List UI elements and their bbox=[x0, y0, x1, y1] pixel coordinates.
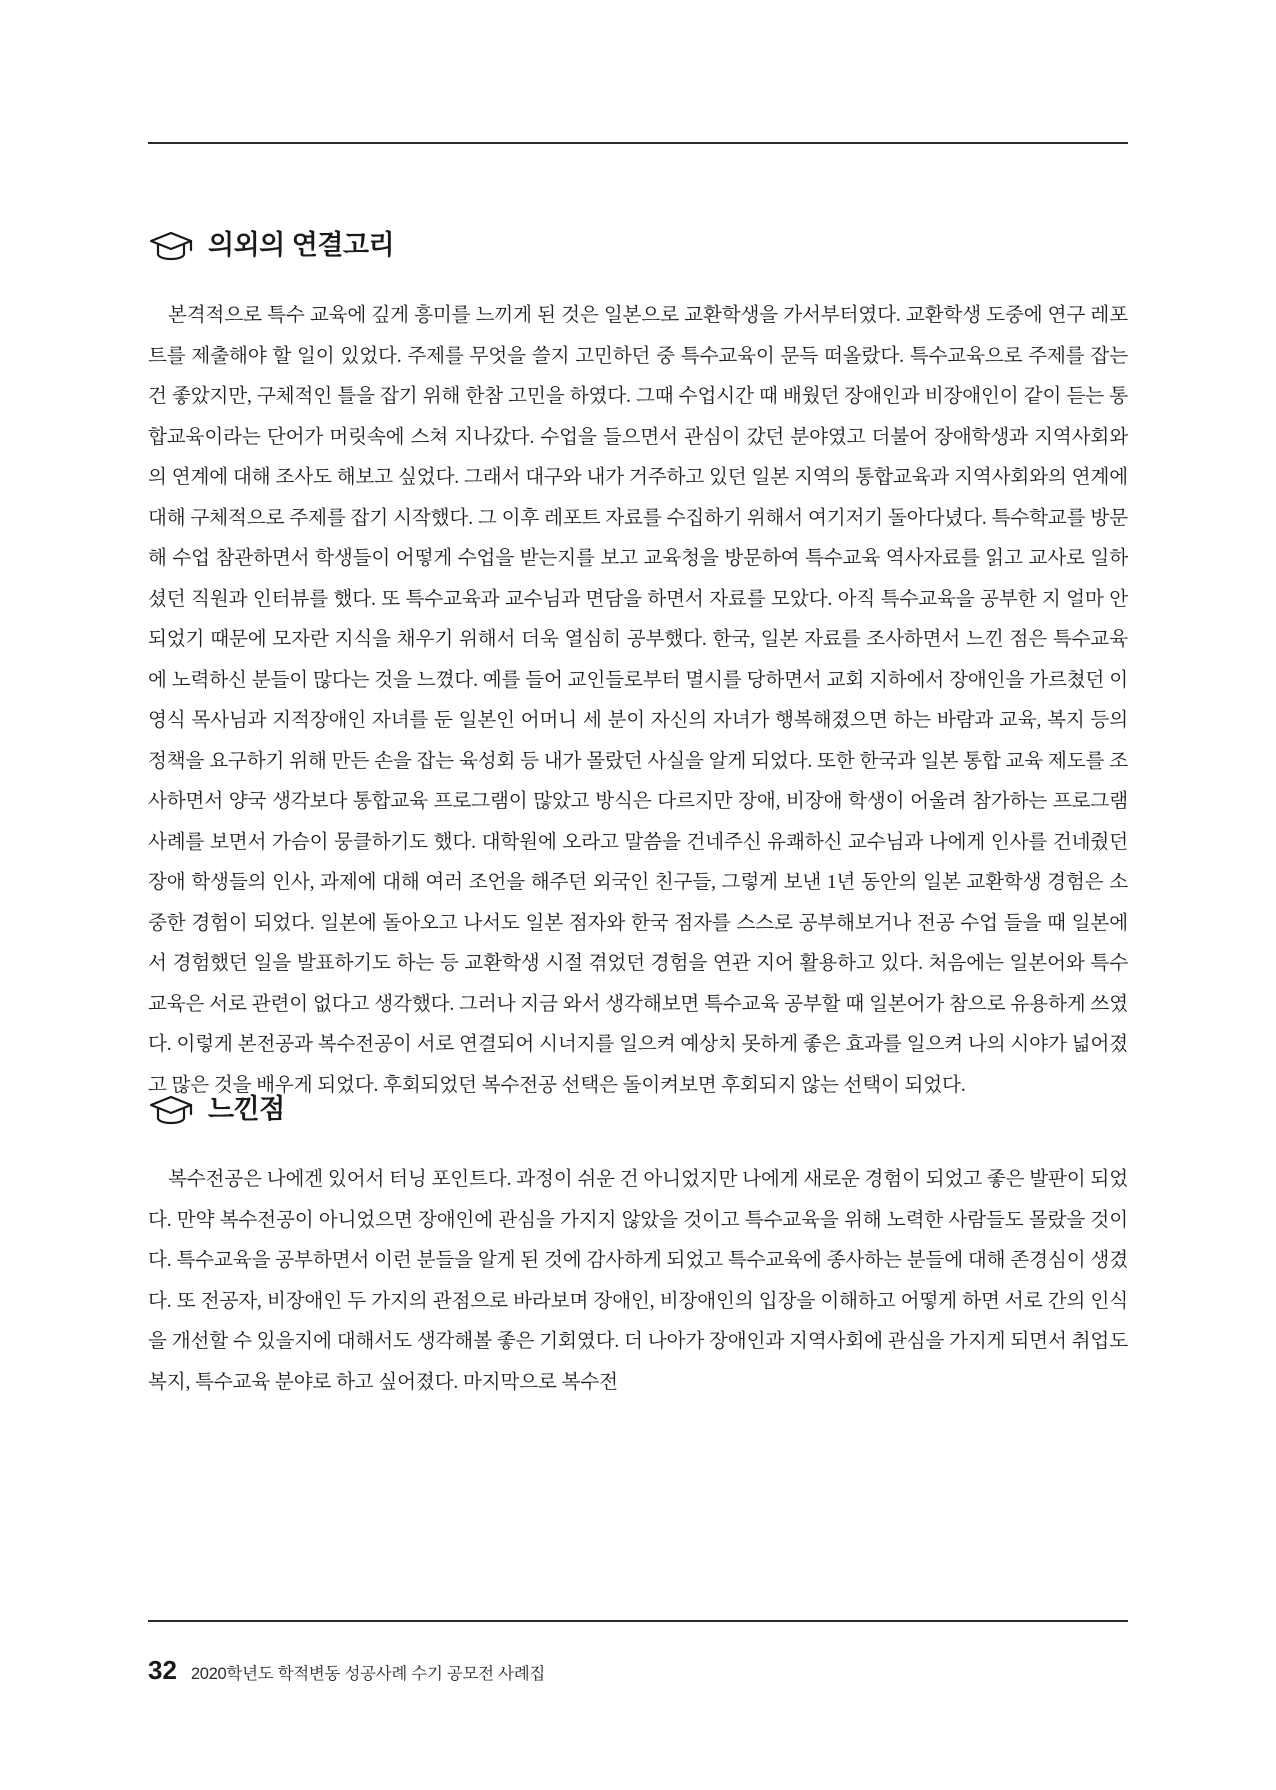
section-body: 복수전공은 나에겐 있어서 터닝 포인트다. 과정이 쉬운 건 아니었지만 나에게 새로운 경험이 되었고 좋은 발판이 되었다. 만약 복수전공이 아니었으면 장애인에 관심을 가지지 않았을 것이고 특수교육을 위해 노력한 사람들도 몰랐을 것이다. 특수교육을 공부하면서 이런 분들을 알게 된 것에 감사하게 되었고 특수교육에 종사하는 분들에 대해 존경심이 생겼다. 또 전공자, 비장애인 두 가지의 관점으로 바라보며 장애인, 비장애인의 입장을 이해하고 어떻게 하면 서로 간의 인식을 개선할 수 있을지에 대해서도 생각해볼 좋은 기회였다. 더 나아가 장애인과 지역사회에 관심을 가지게 되면서 취업도 복지, 특수교육 분야로 하고 싶어졌다. 마지막으로 복수전 bbox=[148, 1169, 1128, 1393]
section-heading bbox=[148, 228, 1128, 262]
footer-divider bbox=[148, 1620, 1128, 1622]
graduation-cap-icon bbox=[148, 1092, 194, 1126]
footer-caption: 2020학년도 학적변동 성공사례 수기 공모전 사례집 bbox=[190, 1665, 545, 1683]
section-heading bbox=[148, 1092, 1128, 1126]
section-title: 느낀점 bbox=[208, 1093, 285, 1124]
page-number: 32 bbox=[148, 1655, 177, 1685]
page-footer bbox=[148, 1655, 545, 1686]
section-body: 본격적으로 특수 교육에 깊게 흥미를 느끼게 된 것은 일본으로 교환학생을 가서부터였다. 교환학생 도중에 연구 레포트를 제출해야 할 일이 있었다. 주제를 무엇을 쓸지 고민하던 중 특수교육이 문득 떠올랐다. 특수교육으로 주제를 잡는 건 좋았지만, 구체적인 틀을 잡기 위해 한참 고민을 하였다. 그때 수업시간 때 배웠던 장애인과 비장애인이 같이 듣는 통합교육이라는 단어가 머릿속에 스쳐 지나갔다. 수업을 들으면서 관심이 갔던 분야였고 더불어 장애학생과 지역사회와의 연계에 대해 조사도 해보고 싶었다. 그래서 대구와 내가 거주하고 있던 일본 지역의 통합교육과 지역사회와의 연계에 대해 구체적으로 주제를 잡기 시작했다. 그 이후 레포트 자료를 수집하기 위해서 여기저기 돌아다녔다. 특수학교를 방문해 수업 참관하면서 학생들이 어떻게 수업을 받는지를 보고 교육청을 방문하여 특수교육 역사자료를 읽고 교사로 일하셨던 직원과 인터뷰를 했다. 또 특수교육과 교수님과 면담을 하면서 자료를 모았다. 아직 특수교육을 공부한 지 얼마 안 되었기 때문에 모자란 지식을 채우기 위해서 더욱 열심히 공부했다. 한국, 일본 자료를 조사하면서 느낀 점은 특수교육에 노력하신 분들이 많다는 것을 느꼈다. 예를 들어 교인들로부터 멸시를 당하면서 교회 지하에서 장애인을 가르쳤던 이영식 목사님과 지적장애인 자녀를 둔 일본인 어머니 세 분이 자신의 자녀가 행복해졌으면 하는 바람과 교육, 복지 등의 정책을 요구하기 위해 만든 손을 잡는 육성회 등 내가 몰랐던 사실을 알게 되었다. 또한 한국과 일본 통합 교육 제도를 조사하면서 양국 생각보다 통합교육 프로그램이 많았고 방식은 다르지만 장애, 비장애 학생이 어울려 참가하는 프로그램 사례를 보면서 가슴이 뭉클하기도 했다. 대학원에 오라고 말씀을 건네주신 유쾌하신 교수님과 나에게 인사를 건네줬던 장애 학생들의 인사, 과제에 대해 여러 조언을 해주던 외국인 친구들, 그렇게 보낸 1년 동안의 일본 교환학생 경험은 소중한 경험이 되었다. 일본에 돌아오고 나서도 일본 점자와 한국 점자를 스스로 공부해보거나 전공 수업 들을 때 일본에서 경험했던 일을 발표하기도 하는 등 교환학생 시절 겪었던 경험을 연관 지어 활용하고 있다. 처음에는 일본어와 특수교육은 서로 관련이 없다고 생각했다. 그러나 지금 와서 생각해보면 특수교육 공부할 때 일본어가 참으로 유용하게 쓰였다. 이렇게 본전공과 복수전공이 서로 연결되어 시너지를 일으켜 예상치 못하게 좋은 효과를 일으켜 나의 시야가 넓어졌고 많은 것을 배우게 되었다. 후회되었던 복수전공 선택은 돌이켜보면 후회되지 않는 선택이 되었다. bbox=[148, 305, 1129, 1096]
section-reflection bbox=[148, 1092, 1128, 1423]
graduation-cap-icon bbox=[148, 228, 194, 262]
section-title: 의외의 연결고리 bbox=[208, 229, 395, 260]
section-unexpected-connection bbox=[148, 228, 1128, 1126]
header-divider bbox=[148, 142, 1128, 144]
